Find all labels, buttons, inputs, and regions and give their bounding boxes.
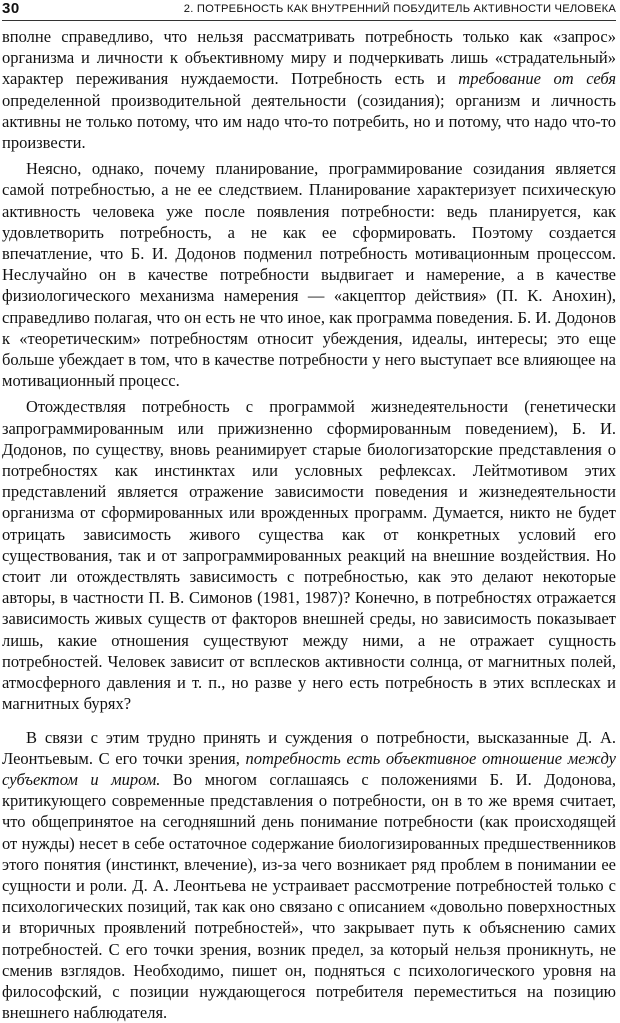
running-title: 2. ПОТРЕБНОСТЬ КАК ВНУТРЕННИЙ ПОБУДИТЕЛЬ АКТИВНОСТИ ЧЕЛОВЕКА (184, 3, 616, 15)
body-text (2, 26, 616, 1023)
paragraph-3: Отождествляя потребность с программой жизнедеятельности (генетически запрограммированным или прижизненно сформированным поведением), Б. И. Додонов, по существу, вновь реанимирует старые биологизаторские представления о потребностях как инстинктах или условных рефлексах. Лейтмотивом этих представлений является отражение зависимости поведения и жизнедеятельности организма от сформированных или врожденных программ. Думается, никто не будет отрицать зависимость живого существа как от конкретных условий его существования, так и от запрограммированных реакций на внешние воздействия. Но стоит ли отождествлять зависимость с потребностью, как это делают некоторые авторы, в частности П. В. Симонов (1981, 1987)? Конечно, в потребностях отражается зависимость живых существ от факторов внешней среды, но зависимость показывает лишь, какие отношения существуют между ними, а не отражает сущность потребностей. Человек зависит от всплесков активности солнца, от магнитных полей, атмосферного давления и т. п., но разве у него есть потребность в этих всплесках и магнитных бурях? (2, 396, 616, 714)
paragraph-1-emphasis: требование от себя (458, 69, 616, 88)
paragraph-2: Неясно, однако, почему планирование, программирование созидания является самой потребностью, а не ее следствием. Планирование характеризует психическую активность человека уже после появления потребности: ведь планируется, как удовлетворить потребность, а не как ее сформировать. Поэтому создается впечатление, что Б. И. Додонов подменил потребность мотивационным процессом. Неслучайно он в качестве потребности выдвигает и намерение, а в качестве физиологического механизма намерения — «акцептор действия» (П. К. Анохин), справедливо полагая, что он есть не что иное, как программа поведения. Б. И. Додонов к «теоретическим» потребностям относит убеждения, идеалы, интересы; это еще больше убеждает в том, что в качестве потребности у него выступает все влияющее на мотивационный процесс. (2, 158, 616, 391)
paragraph-4-text-b: Во многом соглашаясь с положениями Б. И. Додонова, критикующего современные представления о потребности, он в то же время считает, что общепринятое на сегодняшний день понимание потребности (как происходящей от нужды) несет в себе остаточное содержание биологизированных предшественников этого понятия (инстинкт, влечение), из-за чего возникает ряд проблем в понимании ее сущности и роли. Д. А. Леонтьева не устраивает рассмотрение потребностей только с психологических позиций, так как оно связано с описанием «довольно поверхностных и вторичных проявлений потребностей», что закрывает путь к объяснению самих потребностей. С его точки зрения, возник предел, за который нельзя проникнуть, не сменив взглядов. Необходимо, пишет он, подняться с психологического уровня на философский, с позиции нуждающегося потребителя переместиться на позицию внешнего наблюдателя. (2, 770, 616, 1022)
paragraph-1-text-a: вполне справедливо, что нельзя рассматривать потребность только как «запрос» организма и личности к объективному миру и подчеркивать лишь «страдательный» характер переживания нуждаемости. Потребность есть и (2, 27, 616, 88)
paragraph-4-text-a: В связи с этим трудно принять и суждения о потребности, высказанные Д. А. Леонтьевым. С его точки зрения, (2, 728, 616, 768)
paragraph-4-emphasis: потребность есть объективное отношение между субъектом и миром. (2, 749, 616, 789)
running-header (2, 0, 616, 21)
paragraph-4 (2, 727, 616, 1023)
paragraph-1-text-b: определенной производительной деятельности (созидания); организм и личность активны не только потому, что им надо что-то потребить, но и потому, что надо что-то произвести. (2, 91, 616, 152)
paragraph-1 (2, 26, 616, 153)
page-number: 30 (2, 0, 20, 17)
